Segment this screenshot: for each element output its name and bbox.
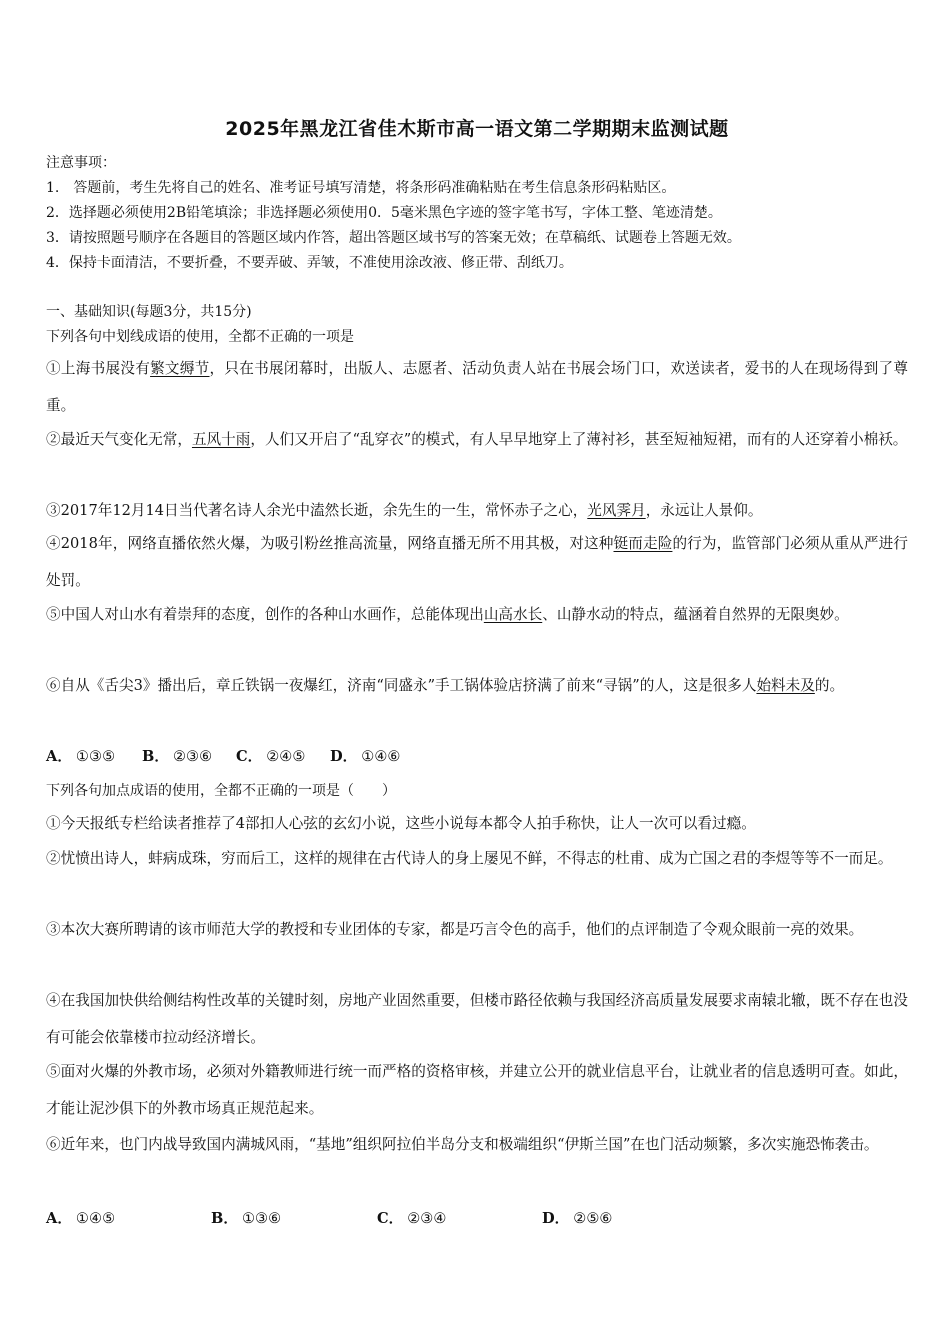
q2-sentence-3: ③本次大赛所聘请的该市师范大学的教授和专业团体的专家，都是巧言令色的高手，他们的点评制造了令观众眼前一亮的效果。 [46, 921, 864, 938]
q2-sentence-1: ①今天报纸专栏给读者推荐了4部扣人心弦的玄幻小说，这些小说每本都令人拍手称快，让人一次可以看过瘾。 [46, 815, 756, 832]
underlined-idiom: 山高水长 [483, 606, 543, 623]
q1-sentence-1: ①上海书展没有繁文缛节，只在书展闭幕时，出版人、志愿者、活动负责人站在书展会场门口，欢送读者，爱书的人在现场得到了尊重。 [46, 360, 908, 414]
q2-option-b[interactable]: B． ①③⑥ [211, 1210, 282, 1227]
q2-sentence-2: ②忧愤出诗人，蚌病成珠，穷而后工，这样的规律在古代诗人的身上屡见不鲜，不得志的杜甫、成为亡国之君的李煜等等不一而足。 [46, 850, 893, 867]
q2-option-d[interactable]: D． ②⑤⑥ [542, 1210, 613, 1227]
notice-item-3: 3．请按照题号顺序在各题目的答题区域内作答，超出答题区域书写的答案无效；在草稿纸、试题卷上答题无效。 [46, 230, 741, 246]
q1-option-a[interactable]: A． ①③⑤ [46, 748, 116, 765]
q1-sentence-2: ②最近天气变化无常，五风十雨，人们又开启了“乱穿衣”的模式，有人早早地穿上了薄衬衫，甚至短袖短裙，而有的人还穿着小棉袄。 [46, 431, 908, 448]
q1-sentence-3: ③2017年12月14日当代著名诗人余光中溘然长逝，余先生的一生，常怀赤子之心，光风霁月，永远让人景仰。 [46, 502, 763, 519]
question-1-stem: 下列各句中划线成语的使用，全都不正确的一项是 [46, 329, 354, 345]
notice-item-1: 1. 答题前，考生先将自己的姓名、准考证号填写清楚，将条形码准确粘贴在考生信息条形码粘贴区。 [46, 180, 676, 196]
q1-sentence-4: ④2018年，网络直播依然火爆，为吸引粉丝推高流量，网络直播无所不用其极，对这种铤而走险的行为，监管部门必须从重从严进行处罚。 [46, 535, 908, 589]
q2-sentence-5: ⑤面对火爆的外教市场，必须对外籍教师进行统一而严格的资格审核，并建立公开的就业信息平台，让就业者的信息透明可查。如此，才能让泥沙俱下的外教市场真正规范起来。 [46, 1063, 908, 1117]
q2-option-a[interactable]: A． ①④⑤ [46, 1210, 116, 1227]
underlined-idiom: 繁文缛节 [150, 360, 210, 377]
underlined-idiom: 铤而走险 [613, 535, 673, 552]
notice-heading: 注意事项： [46, 155, 116, 171]
q1-sentence-6: ⑥自从《舌尖3》播出后，章丘铁锅一夜爆红，济南“同盛永”手工锅体验店挤满了前来“寻锅”的人，这是很多人始料未及的。 [46, 677, 845, 694]
section-heading: 一、基础知识(每题3分，共15分) [46, 304, 252, 320]
q1-sentence-5: ⑤中国人对山水有着崇拜的态度，创作的各种山水画作，总能体现出山高水长、山静水动的特点，蕴涵着自然界的无限奥妙。 [46, 606, 849, 623]
q2-option-c[interactable]: C． ②③④ [377, 1210, 447, 1227]
q1-option-c[interactable]: C． ②④⑤ [236, 748, 306, 765]
underlined-idiom: 始料未及 [756, 677, 815, 694]
question-2-stem: 下列各句加点成语的使用，全都不正确的一项是（ ） [46, 783, 396, 799]
underlined-idiom: 光风霁月 [587, 502, 646, 519]
q2-sentence-6: ⑥近年来，也门内战导致国内满城风雨，“基地”组织阿拉伯半岛分支和极端组织“伊斯兰国”在也门活动频繁，多次实施恐怖袭击。 [46, 1136, 879, 1153]
q1-option-d[interactable]: D． ①④⑥ [330, 748, 401, 765]
underlined-idiom: 五风十雨 [191, 431, 251, 448]
page-title: 2025年黑龙江省佳木斯市高一语文第二学期期末监测试题 [225, 118, 729, 140]
q1-option-b[interactable]: B． ②③⑥ [142, 748, 213, 765]
q2-sentence-4: ④在我国加快供给侧结构性改革的关键时刻，房地产业固然重要，但楼市路径依赖与我国经济高质量发展要求南辕北辙，既不存在也没有可能会依靠楼市拉动经济增长。 [46, 992, 908, 1046]
notice-item-2: 2．选择题必须使用2B铅笔填涂；非选择题必须使用0．5毫米黑色字迹的签字笔书写，字体工整、笔迹清楚。 [46, 205, 722, 221]
notice-item-4: 4．保持卡面清洁，不要折叠，不要弄破、弄皱，不准使用涂改液、修正带、刮纸刀。 [46, 255, 573, 271]
